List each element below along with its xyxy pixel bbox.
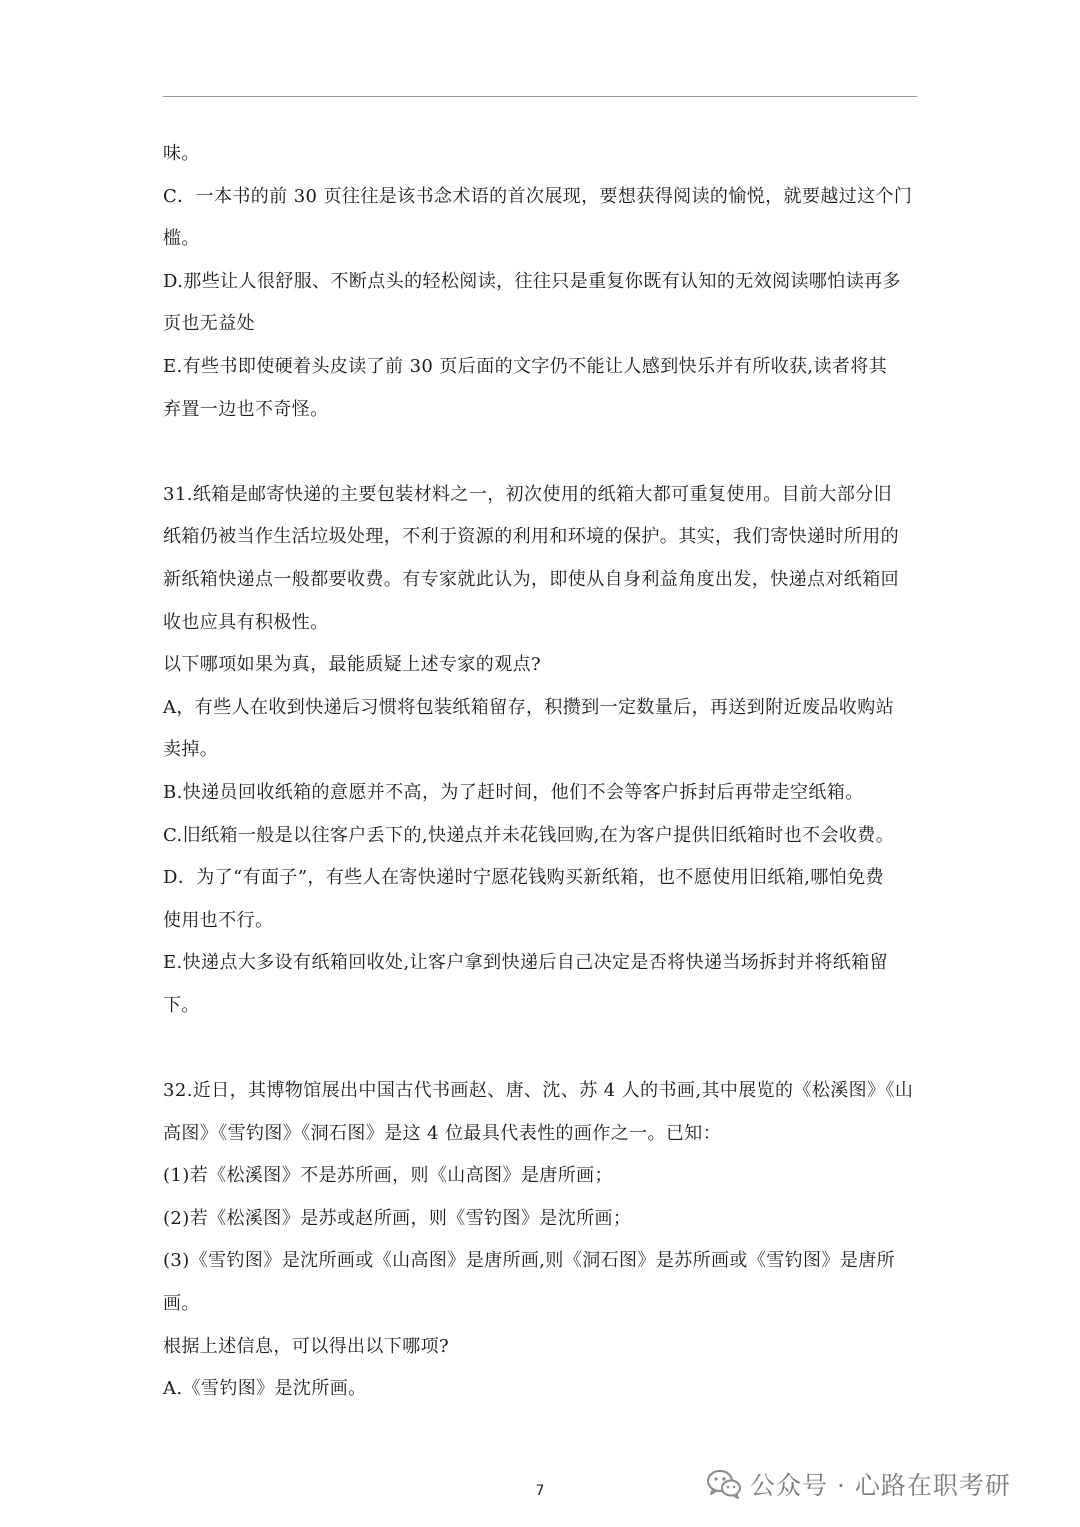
text-line: 味。	[163, 143, 200, 164]
wechat-watermark	[706, 1462, 1011, 1506]
text-line: 下。	[163, 994, 200, 1016]
text-line: 画。	[163, 1293, 200, 1315]
text-line: 根据上述信息，可以得出以下哪项?	[163, 1335, 450, 1357]
text-line: 收也应具有积极性。	[163, 611, 329, 633]
text-line: E.有些书即使硬着头皮读了前 30 页后面的文字仍不能让人感到快乐并有所收获,读者将其	[163, 355, 888, 377]
text-line: E.快递点大多设有纸箱回收处,让客户拿到快递后自己决定是否将快递当场拆封并将纸箱留	[163, 952, 888, 974]
text-line: 高图》《雪钓图》《洞石图》是这 4 位最具代表性的画作之一。已知：	[163, 1122, 722, 1144]
text-line: (1)若《松溪图》不是苏所画，则《山高图》是唐所画；	[163, 1165, 613, 1187]
page-number: 7	[535, 1483, 545, 1499]
question-31-text: 31.纸箱是邮寄快递的主要包装材料之一，初次使用的纸箱大都可重复使用。目前大部分旧	[163, 483, 893, 505]
wechat-icon	[706, 1468, 742, 1500]
text-line: 纸箱仍被当作生活垃圾处理，不利于资源的利用和环境的保护。其实，我们寄快递时所用的	[163, 526, 899, 548]
watermark-text: 公众号 · 心路在职考研	[750, 1471, 1011, 1500]
text-line: C．一本书的前 30 页往往是该书念术语的首次展现，要想获得阅读的愉悦，就要越过这个门	[163, 185, 913, 207]
text-line: D.那些让人很舒服、不断点头的轻松阅读，往往只是重复你既有认知的无效阅读哪怕读再多	[163, 270, 901, 292]
paragraph-gap	[163, 1027, 923, 1070]
text-line: 卖掉。	[163, 739, 219, 761]
text-line: (2)若《松溪图》是苏或赵所画，则《雪钓图》是沈所画；	[163, 1207, 632, 1229]
text-line: A.《雪钓图》是沈所画。	[163, 1378, 367, 1400]
text-line: A，有些人在收到快递后习惯将包装纸箱留存，积攒到一定数量后，再送到附近废品收购站	[163, 696, 894, 718]
header-rule	[163, 96, 917, 97]
question-32-text: 32.近日，其博物馆展出中国古代书画赵、唐、沈、苏 4 人的书画,其中展览的《松溪图》《山	[163, 1080, 914, 1102]
text-line: 以下哪项如果为真，最能质疑上述专家的观点?	[163, 654, 542, 676]
text-line: (3)《雪钓图》是沈所画或《山高图》是唐所画,则《洞石图》是苏所画或《雪钓图》是唐所	[163, 1250, 896, 1272]
text-line: 页也无益处	[163, 313, 255, 335]
text-line: 使用也不行。	[163, 909, 274, 931]
paragraph-gap	[163, 431, 923, 474]
text-line: 弃置一边也不奇怪。	[163, 398, 329, 420]
document-body	[163, 133, 923, 1411]
text-line: C.旧纸箱一般是以往客户丢下的,快递点并未花钱回购,在为客户提供旧纸箱时也不会收费。	[163, 824, 895, 846]
text-line: D．为了“有面子”，有些人在寄快递时宁愿花钱购买新纸箱，也不愿使用旧纸箱,哪怕免费	[163, 867, 884, 889]
text-line: B.快递员回收纸箱的意愿并不高，为了赶时间，他们不会等客户拆封后再带走空纸箱。	[163, 781, 864, 803]
text-line: 槛。	[163, 228, 200, 250]
text-line: 新纸箱快递点一般都要收费。有专家就此认为，即使从自身利益角度出发，快递点对纸箱回	[163, 568, 899, 590]
